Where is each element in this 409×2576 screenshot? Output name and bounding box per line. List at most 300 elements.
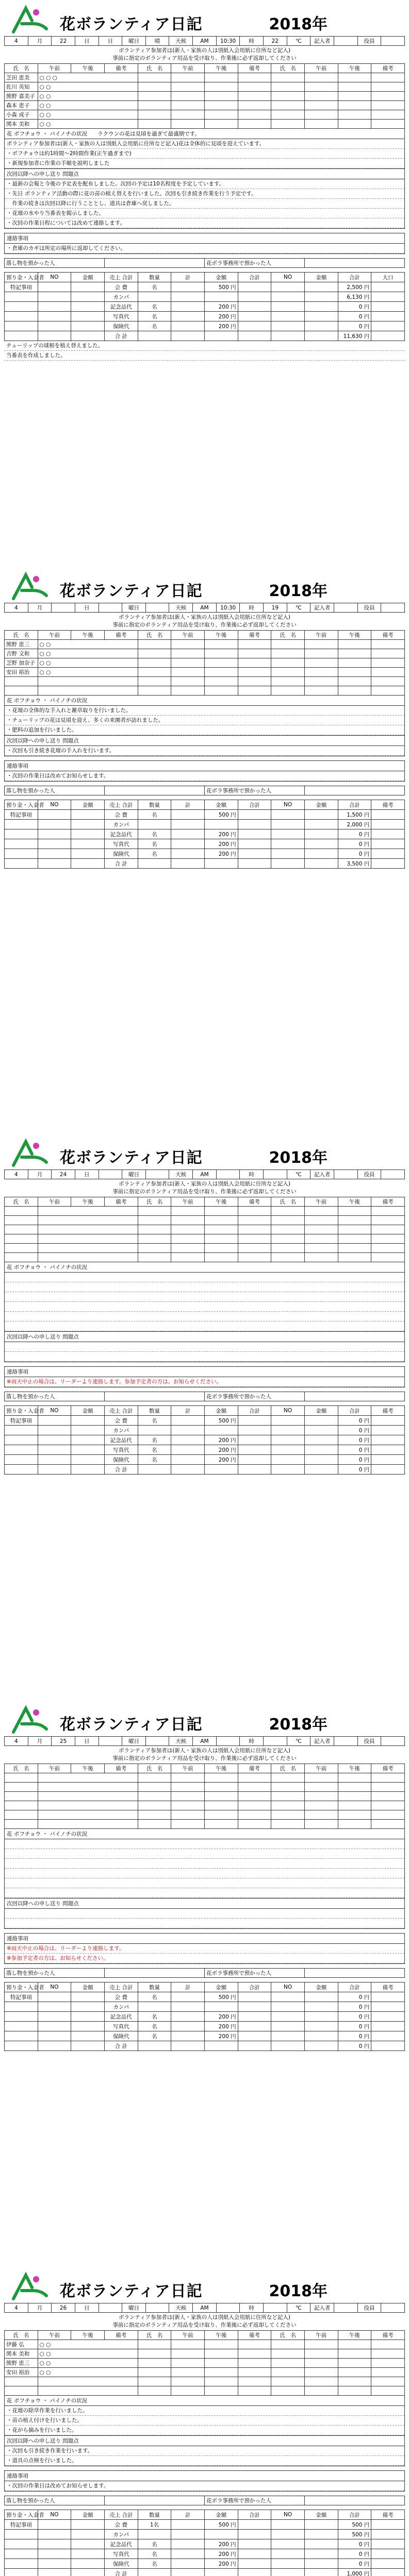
accounting-cell[interactable] — [5, 2031, 38, 2041]
empty-cell[interactable] — [371, 2031, 405, 2041]
empty-cell[interactable] — [271, 2368, 305, 2377]
accounting-cell[interactable] — [71, 2530, 105, 2539]
activity-line[interactable]: ・肥料の追加を行いました。 — [5, 725, 404, 735]
participant-name[interactable] — [5, 1783, 38, 1792]
accounting-cell[interactable] — [38, 1426, 71, 1435]
activity-line[interactable]: ・新規参加者に作業の手順を説明しました — [5, 159, 404, 168]
accounting-cell[interactable] — [5, 312, 38, 321]
activity-line[interactable] — [5, 1292, 404, 1302]
empty-cell[interactable] — [338, 1225, 371, 1234]
empty-cell[interactable] — [371, 92, 405, 101]
accounting-cell[interactable] — [271, 2520, 305, 2530]
date-cell[interactable] — [145, 1170, 169, 1179]
empty-cell[interactable] — [371, 658, 405, 668]
empty-cell[interactable] — [238, 677, 271, 686]
empty-cell[interactable] — [371, 1216, 405, 1225]
date-cell[interactable] — [216, 1737, 240, 1746]
accounting-cell[interactable] — [71, 2031, 105, 2041]
handover-line[interactable]: 作業の続きは次回以降に行うこととし、道具は倉庫へ戻しました。 — [5, 199, 404, 209]
accounting-cell[interactable] — [38, 2559, 71, 2569]
empty-cell[interactable] — [171, 101, 205, 110]
empty-cell[interactable] — [304, 2349, 338, 2359]
accounting-cell[interactable] — [271, 1426, 305, 1435]
accounting-cell[interactable] — [138, 2569, 171, 2576]
accounting-cell[interactable] — [138, 2002, 171, 2012]
empty-cell[interactable] — [204, 1810, 238, 1820]
accounting-cell[interactable] — [138, 331, 171, 341]
empty-cell[interactable] — [238, 1783, 271, 1792]
empty-cell[interactable] — [371, 2349, 405, 2359]
accounting-cell[interactable] — [71, 302, 105, 312]
accounting-cell[interactable] — [71, 1426, 105, 1435]
accounting-cell[interactable] — [71, 2539, 105, 2549]
empty-cell[interactable] — [271, 1810, 305, 1820]
accounting-cell[interactable] — [304, 2520, 338, 2530]
participant-name[interactable] — [5, 677, 38, 686]
empty-cell[interactable] — [204, 686, 238, 696]
accounting-cell[interactable] — [304, 2559, 338, 2569]
lost-right-input[interactable] — [305, 786, 405, 795]
empty-cell[interactable] — [338, 82, 371, 92]
accounting-cell[interactable]: 合 計 — [104, 859, 138, 869]
empty-cell[interactable] — [338, 649, 371, 658]
accounting-cell[interactable] — [5, 2559, 38, 2569]
empty-cell[interactable] — [138, 73, 171, 82]
empty-cell[interactable] — [204, 1792, 238, 1801]
accounting-cell[interactable] — [71, 2041, 105, 2051]
participant-mark[interactable]: ○ ○ — [38, 640, 138, 649]
accounting-cell[interactable]: 記念品代 — [104, 302, 138, 312]
accounting-cell[interactable]: 名 — [138, 1445, 171, 1455]
accounting-cell[interactable]: 名 — [138, 2549, 171, 2559]
handover-line[interactable] — [5, 1919, 404, 1928]
accounting-cell[interactable]: 記念品代 — [104, 1435, 138, 1445]
participant-mark[interactable] — [38, 1820, 138, 1829]
activity-line[interactable] — [5, 1273, 404, 1282]
empty-cell[interactable] — [304, 120, 338, 129]
date-cell[interactable] — [334, 1737, 357, 1746]
accounting-cell[interactable] — [238, 2549, 271, 2559]
participant-name[interactable]: 安田 裕治 — [5, 2368, 38, 2377]
empty-cell[interactable] — [238, 1244, 271, 1253]
empty-cell[interactable] — [238, 2359, 271, 2368]
empty-cell[interactable] — [138, 92, 171, 101]
empty-cell[interactable] — [171, 1801, 205, 1810]
accounting-cell[interactable]: 0 円 — [338, 1992, 371, 2002]
accounting-cell[interactable]: 記念品代 — [104, 2012, 138, 2022]
accounting-cell[interactable] — [38, 1435, 71, 1445]
accounting-cell[interactable] — [271, 2559, 305, 2569]
accounting-cell[interactable] — [304, 839, 338, 849]
accounting-cell[interactable] — [304, 1435, 338, 1445]
empty-cell[interactable] — [371, 321, 405, 331]
empty-cell[interactable] — [338, 668, 371, 677]
empty-cell[interactable] — [371, 859, 405, 869]
accounting-cell[interactable] — [238, 331, 271, 341]
accounting-cell[interactable] — [204, 331, 238, 341]
accounting-cell[interactable] — [171, 1426, 205, 1435]
empty-cell[interactable] — [138, 2340, 171, 2349]
accounting-cell[interactable]: 0 円 — [338, 1426, 371, 1435]
empty-cell[interactable] — [204, 1253, 238, 1262]
empty-cell[interactable] — [371, 1992, 405, 2002]
accounting-cell[interactable] — [38, 2002, 71, 2012]
accounting-cell[interactable] — [38, 2031, 71, 2041]
empty-cell[interactable] — [271, 92, 305, 101]
accounting-cell[interactable] — [71, 282, 105, 292]
accounting-cell[interactable] — [38, 2569, 71, 2576]
accounting-cell[interactable] — [38, 1416, 71, 1426]
date-cell[interactable] — [334, 1170, 357, 1179]
accounting-cell[interactable]: 会 費 — [104, 1992, 138, 2002]
accounting-cell[interactable] — [271, 829, 305, 839]
accounting-cell[interactable] — [71, 1992, 105, 2002]
accounting-cell[interactable] — [304, 2031, 338, 2041]
accounting-cell[interactable]: 500 円 — [204, 1416, 238, 1426]
empty-cell[interactable] — [238, 73, 271, 82]
participant-mark[interactable]: ○ ○ — [38, 120, 138, 129]
accounting-cell[interactable]: 200 円 — [204, 2549, 238, 2559]
empty-cell[interactable] — [238, 649, 271, 658]
date-cell[interactable] — [334, 2303, 357, 2313]
accounting-cell[interactable] — [171, 1992, 205, 2002]
empty-cell[interactable] — [271, 110, 305, 120]
date-cell[interactable] — [52, 603, 75, 613]
participant-mark[interactable] — [38, 1216, 138, 1225]
accounting-cell[interactable] — [171, 1416, 205, 1426]
accounting-cell[interactable] — [138, 2041, 171, 2051]
participant-name[interactable] — [5, 1792, 38, 1801]
date-cell[interactable]: 4 — [5, 2303, 28, 2313]
accounting-cell[interactable]: 特記事項 — [5, 1992, 38, 2002]
empty-cell[interactable] — [238, 2377, 271, 2386]
empty-cell[interactable] — [371, 1244, 405, 1253]
date-cell[interactable] — [216, 1170, 240, 1179]
empty-cell[interactable] — [371, 2530, 405, 2539]
empty-cell[interactable] — [371, 2022, 405, 2031]
accounting-cell[interactable] — [138, 820, 171, 829]
accounting-cell[interactable] — [5, 302, 38, 312]
accounting-cell[interactable] — [238, 302, 271, 312]
empty-cell[interactable] — [171, 2386, 205, 2396]
accounting-cell[interactable]: 0 円 — [338, 1445, 371, 1455]
participant-name[interactable] — [5, 2377, 38, 2386]
accounting-cell[interactable]: 写真代 — [104, 839, 138, 849]
empty-cell[interactable] — [338, 2386, 371, 2396]
accounting-cell[interactable] — [71, 321, 105, 331]
accounting-cell[interactable] — [304, 859, 338, 869]
participant-mark[interactable] — [38, 2386, 138, 2396]
accounting-cell[interactable] — [271, 849, 305, 859]
accounting-cell[interactable] — [71, 820, 105, 829]
empty-cell[interactable] — [171, 2349, 205, 2359]
empty-cell[interactable] — [338, 640, 371, 649]
participant-mark[interactable] — [38, 1253, 138, 1262]
accounting-cell[interactable]: 6,130 円 — [338, 292, 371, 302]
activity-line[interactable]: ボランティア参加者は(新人・家族の人は別紙入会用紙に住所など記入)花は全体的に見頃を迎えています。 — [5, 139, 404, 149]
participant-name[interactable] — [5, 1216, 38, 1225]
empty-cell[interactable] — [271, 2340, 305, 2349]
accounting-cell[interactable] — [271, 1992, 305, 2002]
accounting-cell[interactable] — [171, 820, 205, 829]
accounting-cell[interactable] — [304, 1465, 338, 1475]
empty-cell[interactable] — [271, 1773, 305, 1783]
empty-cell[interactable] — [238, 2386, 271, 2396]
empty-cell[interactable] — [304, 658, 338, 668]
accounting-cell[interactable]: 500 円 — [204, 282, 238, 292]
accounting-cell[interactable] — [71, 312, 105, 321]
accounting-cell[interactable] — [171, 849, 205, 859]
empty-cell[interactable] — [371, 849, 405, 859]
empty-cell[interactable] — [371, 1445, 405, 1455]
empty-cell[interactable] — [271, 101, 305, 110]
accounting-cell[interactable]: カンパ — [104, 1426, 138, 1435]
empty-cell[interactable] — [238, 1820, 271, 1829]
participant-mark[interactable] — [38, 1225, 138, 1234]
accounting-cell[interactable]: 200 円 — [204, 1435, 238, 1445]
accounting-cell[interactable] — [38, 810, 71, 820]
date-cell[interactable] — [99, 603, 122, 613]
accounting-cell[interactable] — [238, 2530, 271, 2539]
date-cell[interactable]: AM — [193, 603, 217, 613]
accounting-cell[interactable]: 名 — [138, 1416, 171, 1426]
accounting-cell[interactable]: 名 — [138, 849, 171, 859]
empty-cell[interactable] — [138, 649, 171, 658]
special-note-line[interactable]: 当番表を作成しました。 — [4, 351, 405, 361]
empty-cell[interactable] — [171, 677, 205, 686]
empty-cell[interactable] — [204, 2340, 238, 2349]
empty-cell[interactable] — [238, 2368, 271, 2377]
accounting-cell[interactable] — [304, 1992, 338, 2002]
date-cell[interactable] — [334, 37, 357, 46]
date-cell[interactable]: 4 — [5, 1170, 28, 1179]
accounting-cell[interactable] — [304, 829, 338, 839]
accounting-cell[interactable] — [304, 2530, 338, 2539]
empty-cell[interactable] — [371, 686, 405, 696]
accounting-cell[interactable] — [238, 2012, 271, 2022]
empty-cell[interactable] — [271, 1253, 305, 1262]
accounting-cell[interactable]: 合 計 — [104, 331, 138, 341]
date-cell[interactable] — [99, 1737, 122, 1746]
empty-cell[interactable] — [171, 1820, 205, 1829]
accounting-cell[interactable] — [5, 839, 38, 849]
accounting-cell[interactable] — [238, 1992, 271, 2002]
empty-cell[interactable] — [271, 120, 305, 129]
accounting-cell[interactable]: 会 費 — [104, 810, 138, 820]
empty-cell[interactable] — [338, 92, 371, 101]
empty-cell[interactable] — [338, 110, 371, 120]
accounting-cell[interactable]: 名 — [138, 2012, 171, 2022]
accounting-cell[interactable] — [71, 849, 105, 859]
participant-name[interactable]: 吉野 文和 — [5, 649, 38, 658]
contact-line[interactable]: ・次回の作業日は改めてお知らせします。 — [5, 2481, 404, 2491]
empty-cell[interactable] — [338, 73, 371, 82]
empty-cell[interactable] — [371, 677, 405, 686]
empty-cell[interactable] — [238, 1253, 271, 1262]
accounting-cell[interactable]: 記念品代 — [104, 829, 138, 839]
accounting-cell[interactable] — [5, 859, 38, 869]
empty-cell[interactable] — [371, 82, 405, 92]
empty-cell[interactable] — [204, 2377, 238, 2386]
date-cell[interactable]: 26 — [52, 2303, 75, 2313]
accounting-cell[interactable]: 0 円 — [338, 1465, 371, 1475]
accounting-cell[interactable] — [204, 2530, 238, 2539]
accounting-cell[interactable] — [38, 849, 71, 859]
accounting-cell[interactable] — [38, 1992, 71, 2002]
empty-cell[interactable] — [204, 1234, 238, 1244]
empty-cell[interactable] — [304, 2368, 338, 2377]
accounting-cell[interactable] — [171, 2549, 205, 2559]
empty-cell[interactable] — [338, 1820, 371, 1829]
participant-mark[interactable]: ○ ○ — [38, 649, 138, 658]
empty-cell[interactable] — [271, 1216, 305, 1225]
accounting-cell[interactable] — [171, 2539, 205, 2549]
date-cell[interactable] — [145, 1737, 169, 1746]
lost-input[interactable] — [105, 259, 205, 268]
activity-line[interactable]: ・花壇の除草作業を行いました。 — [5, 2406, 404, 2416]
empty-cell[interactable] — [171, 658, 205, 668]
empty-cell[interactable] — [238, 1801, 271, 1810]
accounting-cell[interactable]: 写真代 — [104, 2022, 138, 2031]
empty-cell[interactable] — [171, 686, 205, 696]
empty-cell[interactable] — [371, 649, 405, 658]
accounting-cell[interactable]: 保険代 — [104, 1455, 138, 1465]
accounting-cell[interactable]: 名 — [138, 1455, 171, 1465]
empty-cell[interactable] — [171, 2377, 205, 2386]
empty-cell[interactable] — [371, 1455, 405, 1465]
empty-cell[interactable] — [304, 1253, 338, 1262]
contact-line[interactable]: ※参加予定者の方は、お知らせください。 — [5, 1954, 404, 1963]
accounting-cell[interactable] — [171, 810, 205, 820]
accounting-cell[interactable] — [38, 2539, 71, 2549]
empty-cell[interactable] — [338, 1773, 371, 1783]
empty-cell[interactable] — [271, 1792, 305, 1801]
empty-cell[interactable] — [304, 2386, 338, 2396]
accounting-cell[interactable] — [38, 2549, 71, 2559]
empty-cell[interactable] — [338, 2349, 371, 2359]
participant-name[interactable] — [5, 2386, 38, 2396]
empty-cell[interactable] — [138, 686, 171, 696]
participant-name[interactable]: 熊野 恵三 — [5, 2359, 38, 2368]
contact-line[interactable]: ・次回の作業日は改めてお知らせします。 — [5, 771, 404, 781]
empty-cell[interactable] — [371, 1820, 405, 1829]
accounting-cell[interactable] — [171, 2022, 205, 2031]
participant-name[interactable]: 佐川 英知 — [5, 82, 38, 92]
accounting-cell[interactable] — [5, 2002, 38, 2012]
accounting-cell[interactable] — [304, 820, 338, 829]
empty-cell[interactable] — [271, 2386, 305, 2396]
participant-mark[interactable]: ○ ○ — [38, 2340, 138, 2349]
participant-name[interactable] — [5, 1820, 38, 1829]
empty-cell[interactable] — [238, 1810, 271, 1820]
accounting-cell[interactable]: 0 円 — [338, 2022, 371, 2031]
accounting-cell[interactable] — [271, 1435, 305, 1445]
accounting-cell[interactable] — [138, 1426, 171, 1435]
accounting-cell[interactable]: 200 円 — [204, 2022, 238, 2031]
accounting-cell[interactable] — [304, 321, 338, 331]
activity-line[interactable] — [5, 1849, 404, 1859]
date-cell[interactable]: 4 — [5, 1737, 28, 1746]
accounting-cell[interactable]: 200 円 — [204, 839, 238, 849]
participant-mark[interactable]: ○ ○ — [38, 92, 138, 101]
accounting-cell[interactable] — [304, 312, 338, 321]
participant-mark[interactable]: ○ ○ — [38, 668, 138, 677]
accounting-cell[interactable]: 合 計 — [104, 2041, 138, 2051]
accounting-cell[interactable] — [304, 849, 338, 859]
accounting-cell[interactable] — [304, 2569, 338, 2576]
empty-cell[interactable] — [171, 1773, 205, 1783]
accounting-cell[interactable] — [304, 282, 338, 292]
empty-cell[interactable] — [371, 1810, 405, 1820]
activity-line[interactable] — [5, 1321, 404, 1331]
date-cell[interactable]: 4 — [5, 603, 28, 613]
empty-cell[interactable] — [238, 82, 271, 92]
lost-input[interactable] — [105, 786, 205, 795]
accounting-cell[interactable] — [238, 829, 271, 839]
date-cell[interactable] — [264, 1170, 287, 1179]
lost-right-input[interactable] — [305, 1392, 405, 1401]
accounting-cell[interactable] — [71, 859, 105, 869]
accounting-cell[interactable] — [238, 2559, 271, 2569]
empty-cell[interactable] — [371, 2002, 405, 2012]
accounting-cell[interactable] — [271, 2569, 305, 2576]
date-cell[interactable] — [264, 2303, 287, 2313]
accounting-cell[interactable] — [38, 859, 71, 869]
empty-cell[interactable] — [371, 820, 405, 829]
empty-cell[interactable] — [138, 1820, 171, 1829]
empty-cell[interactable] — [304, 686, 338, 696]
accounting-cell[interactable]: 0 円 — [338, 2041, 371, 2051]
accounting-cell[interactable] — [238, 2041, 271, 2051]
accounting-cell[interactable]: 0 円 — [338, 2559, 371, 2569]
accounting-cell[interactable]: 11,630 円 — [338, 331, 371, 341]
accounting-cell[interactable]: 会 費 — [104, 1416, 138, 1426]
empty-cell[interactable] — [338, 677, 371, 686]
empty-cell[interactable] — [371, 839, 405, 849]
participant-name[interactable] — [5, 1773, 38, 1783]
accounting-cell[interactable] — [38, 2041, 71, 2051]
empty-cell[interactable] — [171, 1225, 205, 1234]
accounting-cell[interactable] — [171, 2530, 205, 2539]
accounting-cell[interactable] — [204, 859, 238, 869]
empty-cell[interactable] — [304, 1207, 338, 1216]
accounting-cell[interactable] — [204, 1465, 238, 1475]
accounting-cell[interactable] — [171, 292, 205, 302]
empty-cell[interactable] — [304, 1773, 338, 1783]
accounting-cell[interactable]: 200 円 — [204, 312, 238, 321]
empty-cell[interactable] — [371, 2520, 405, 2530]
empty-cell[interactable] — [204, 101, 238, 110]
empty-cell[interactable] — [304, 1244, 338, 1253]
empty-cell[interactable] — [238, 120, 271, 129]
accounting-cell[interactable] — [238, 2031, 271, 2041]
empty-cell[interactable] — [304, 1801, 338, 1810]
accounting-cell[interactable]: 1名 — [138, 2520, 171, 2530]
date-cell[interactable] — [99, 1170, 122, 1179]
accounting-cell[interactable]: 0 円 — [338, 1435, 371, 1445]
empty-cell[interactable] — [138, 110, 171, 120]
empty-cell[interactable] — [271, 1820, 305, 1829]
empty-cell[interactable] — [338, 658, 371, 668]
empty-cell[interactable] — [271, 1225, 305, 1234]
empty-cell[interactable] — [371, 73, 405, 82]
empty-cell[interactable] — [338, 1783, 371, 1792]
accounting-cell[interactable] — [5, 820, 38, 829]
date-cell[interactable]: 日 — [99, 37, 122, 46]
empty-cell[interactable] — [138, 2359, 171, 2368]
accounting-cell[interactable]: 名 — [138, 829, 171, 839]
empty-cell[interactable] — [238, 640, 271, 649]
